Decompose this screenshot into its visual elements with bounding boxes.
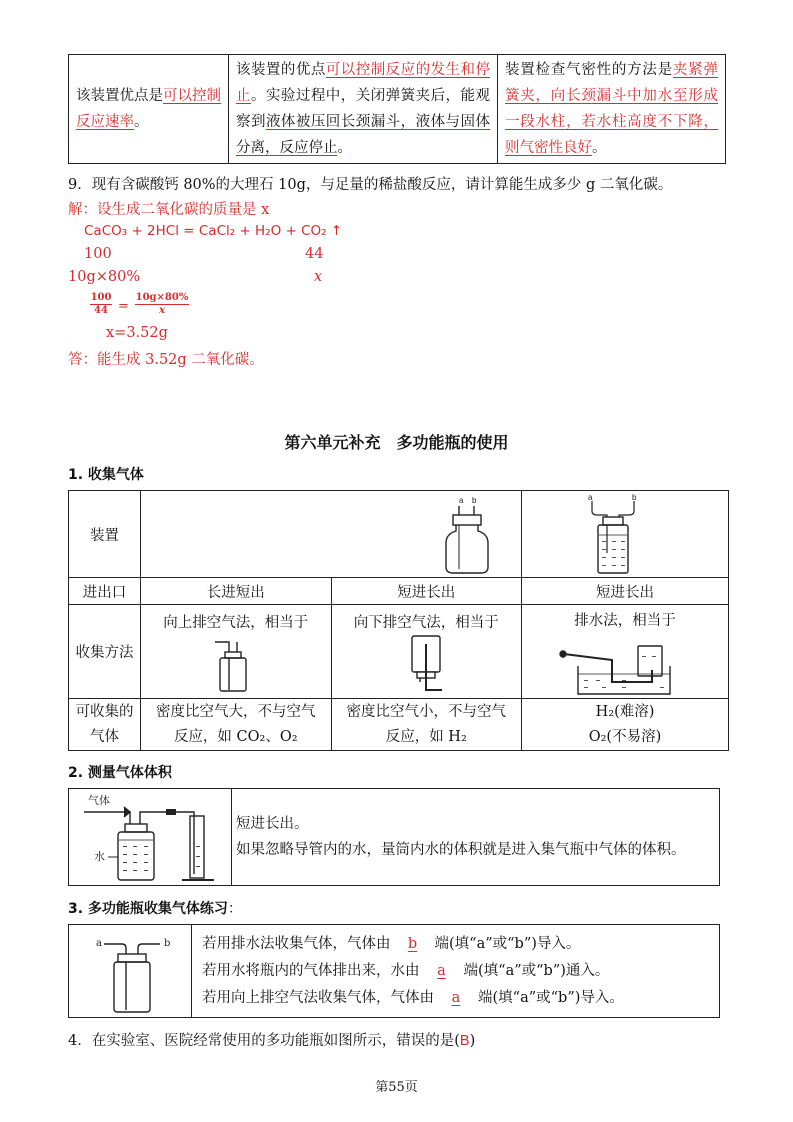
fraction-numerator: 100 xyxy=(90,292,112,303)
fraction-left xyxy=(90,292,112,316)
practice-line-3 xyxy=(202,985,718,1012)
gas-text: 密度比空气大，不与空气 xyxy=(156,703,316,720)
multi-purpose-bottle-diagram xyxy=(70,926,190,1016)
answer-table xyxy=(68,54,726,164)
label-b: b xyxy=(632,493,637,502)
label-b: b xyxy=(472,496,477,505)
question-text: ) xyxy=(469,1033,476,1049)
section-title: 第六单元补充 多功能瓶的使用 xyxy=(284,433,509,452)
fraction-denominator: x xyxy=(135,304,189,316)
gas-text: 反应，如 CO₂、O₂ xyxy=(173,728,298,745)
cell-text: 该装置优点是 xyxy=(76,88,163,104)
sub-heading-collect: 1. 收集气体 xyxy=(68,467,144,483)
mass-caco3: 10g×80% xyxy=(68,269,141,285)
answer-text: B xyxy=(459,1033,470,1049)
practice-diagram-cell xyxy=(69,925,192,1018)
inout-cell: 长进短出 xyxy=(141,578,332,605)
chemical-equation: CaCO₃ + 2HCl = CaCl₂ + H₂O + CO₂ ↑ xyxy=(84,223,343,239)
inout-cell: 短进长出 xyxy=(522,578,729,605)
practice-text: 端(填“a”或“b”)通入。 xyxy=(463,962,610,979)
sub-heading-colon: ： xyxy=(227,901,242,917)
label-a: a xyxy=(459,496,464,505)
answer-text: 夹紧弹簧夹，向长颈漏斗中加水至形成一段水柱，若水柱高度不下降，则气密性良好 xyxy=(505,62,719,156)
gas-text: H₂(难溶) xyxy=(595,703,655,720)
label-b: b xyxy=(164,938,171,949)
fraction-denominator: 44 xyxy=(90,304,112,316)
device-cell-bottle xyxy=(141,491,522,578)
row-label-text: 可收集的气体 xyxy=(75,703,134,745)
measure-text: 短进长出。 xyxy=(236,816,309,832)
water-dashes xyxy=(602,541,625,566)
inout-cell: 短进长出 xyxy=(331,578,522,605)
label-gas: 气体 xyxy=(88,794,110,807)
collect-gas-table xyxy=(68,490,729,751)
method-text: 向下排空气法，相当于 xyxy=(353,615,499,631)
row-label: 进出口 xyxy=(69,578,141,605)
gas-text: O₂(不易溶) xyxy=(588,728,662,745)
solution-answer: 答：能生成 3.52g 二氧化碳。 xyxy=(68,352,264,368)
sub-heading-text: 3. 多功能瓶收集气体练习 xyxy=(68,901,228,917)
row-label: 收集方法 xyxy=(69,605,141,699)
practice-line-2 xyxy=(202,958,718,985)
molar-mass-co2: 44 xyxy=(305,246,324,262)
answer-cell-3 xyxy=(498,55,726,164)
answer-text: b xyxy=(407,935,418,952)
gas-cell xyxy=(522,699,729,751)
practice-table xyxy=(68,924,720,1018)
page-number: 第55页 xyxy=(375,1080,418,1095)
answer-text: 可以控制反应速率 xyxy=(76,88,221,130)
practice-text: 若用向上排空气法收集气体，气体由 xyxy=(202,989,434,1006)
label-a: a xyxy=(588,493,593,502)
measure-volume-diagram xyxy=(70,790,230,884)
measure-diagram-cell xyxy=(69,789,232,886)
problem-9-question: 9．现有含碳酸钙 80%的大理石 10g，与足量的稀盐酸反应，请计算能生成多少 g 二氧化碳。 xyxy=(68,177,673,193)
sub-heading-practice xyxy=(68,898,242,918)
practice-text-cell xyxy=(192,925,720,1018)
answer-text: 液体被压回长颈漏斗，液体与固体分离，反应停止 xyxy=(236,114,490,156)
practice-text: 若用水将瓶内的气体排出来，水由 xyxy=(202,962,420,979)
water-bottle-diagram xyxy=(522,491,728,577)
device-cell-water-bottle xyxy=(522,491,729,578)
answer-text: 可以控制反应的发生和停止 xyxy=(236,62,490,104)
method-cell-downward xyxy=(331,605,522,699)
method-text: 向上排空气法，相当于 xyxy=(163,615,309,631)
downward-air-displacement-icon xyxy=(332,632,520,694)
answer-cell-2 xyxy=(229,55,498,164)
method-cell-upward xyxy=(141,605,332,699)
cell-text: 。 xyxy=(592,140,607,156)
cell-text: 。 xyxy=(134,114,149,130)
molar-mass-caco3: 100 xyxy=(84,246,112,262)
measure-text: 如果忽略导管内的水，量筒内水的体积就是进入集气瓶中气体的体积。 xyxy=(236,842,686,858)
row-label: 装置 xyxy=(69,491,141,578)
row-label xyxy=(69,699,141,751)
sub-heading-measure: 2. 测量气体体积 xyxy=(68,765,172,781)
answer-cell-1 xyxy=(69,55,229,164)
question-text: 4．在实验室、医院经常使用的多功能瓶如图所示，错误的是( xyxy=(68,1033,460,1049)
solution-result: x=3.52g xyxy=(106,325,168,341)
gas-cell xyxy=(331,699,522,751)
two-tube-bottle-diagram xyxy=(141,491,521,577)
fraction-right xyxy=(135,292,189,316)
cell-text: 该装置的优点 xyxy=(236,62,326,78)
practice-text: 端(填“a”或“b”)导入。 xyxy=(478,989,624,1006)
fraction-numerator: 10g×80% xyxy=(135,292,189,303)
cell-text: 。 xyxy=(337,140,352,156)
practice-text: 若用排水法收集气体，气体由 xyxy=(202,935,391,952)
method-text: 排水法，相当于 xyxy=(574,613,676,629)
upward-air-displacement-icon xyxy=(141,632,329,694)
gas-text: 反应，如 H₂ xyxy=(385,728,467,745)
mass-co2-unknown: x xyxy=(314,269,323,285)
gas-cell xyxy=(141,699,332,751)
practice-text: 端(填“a”或“b”)导入。 xyxy=(434,935,581,952)
question-4 xyxy=(68,1029,475,1050)
cell-text: 装置检查气密性的方法是 xyxy=(505,62,673,78)
method-cell-water xyxy=(522,605,729,699)
label-a: a xyxy=(96,938,102,949)
measure-volume-table xyxy=(68,788,720,886)
gas-text: 密度比空气小，不与空气 xyxy=(346,703,506,720)
measure-text-cell xyxy=(232,789,720,886)
cell-text: 。实验过程中，关闭弹簧夹后，能观察到 xyxy=(236,88,490,130)
solution-setup: 解：设生成二氧化碳的质量是 x xyxy=(68,202,270,218)
answer-text: a xyxy=(451,989,461,1006)
label-water: 水 xyxy=(94,850,105,863)
practice-line-1 xyxy=(202,931,718,958)
answer-text: a xyxy=(437,962,446,979)
fraction-equals: = xyxy=(118,299,129,314)
water-displacement-icon xyxy=(522,630,728,696)
